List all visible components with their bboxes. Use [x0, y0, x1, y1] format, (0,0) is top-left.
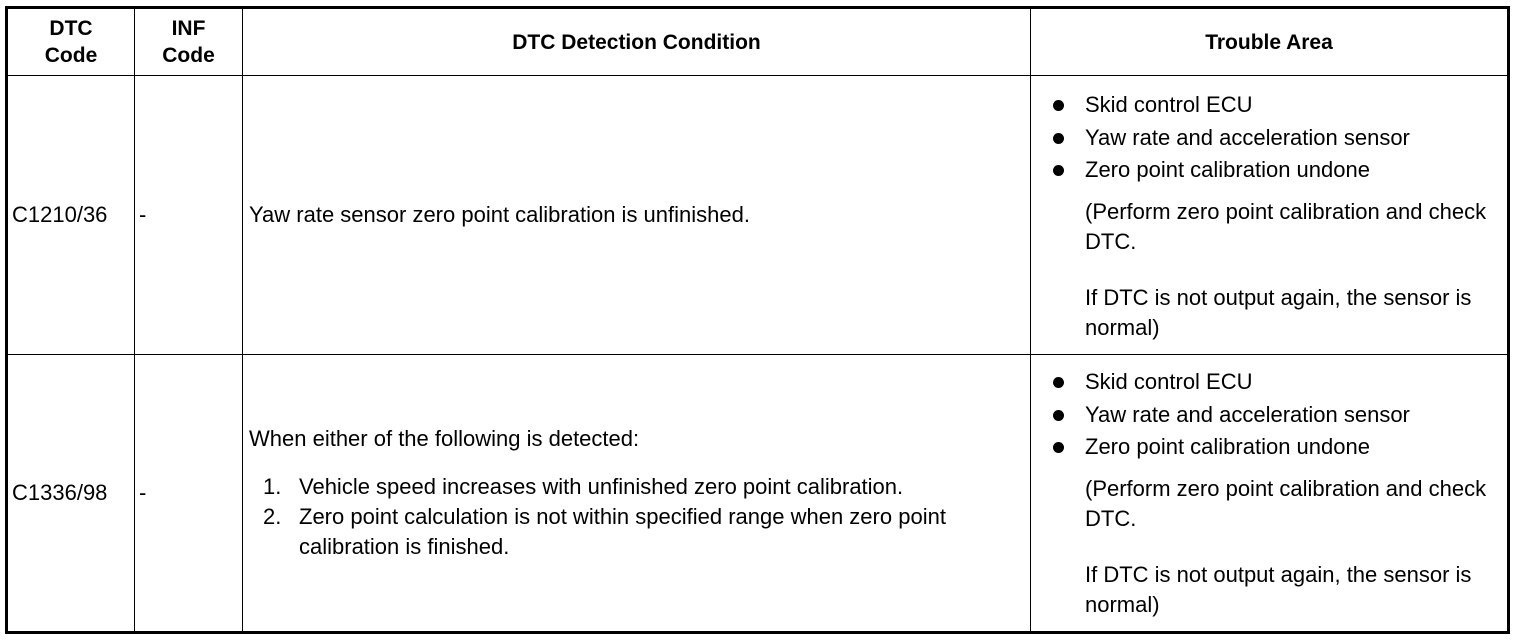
- trouble-item-text: Yaw rate and acceleration sensor: [1085, 401, 1410, 427]
- trouble-item-text: Zero point calibration undone: [1085, 434, 1370, 460]
- condition-list: [249, 472, 1024, 562]
- header-dtc-code: [7, 8, 135, 76]
- list-item: [1051, 431, 1503, 464]
- list-number: 2.: [263, 504, 282, 529]
- bullet-icon: [1053, 377, 1064, 388]
- header-row: [7, 8, 1509, 76]
- dtc-table: [5, 6, 1510, 634]
- trouble-item-text: Yaw rate and acceleration sensor: [1085, 124, 1410, 150]
- table-row: [7, 76, 1509, 355]
- list-item: [263, 502, 1024, 562]
- header-trouble-area-label: Trouble Area: [1205, 30, 1333, 54]
- list-number: 1.: [263, 474, 282, 499]
- condition-item-text: Vehicle speed increases with unfinished zero point calibration.: [299, 474, 904, 499]
- list-item: [263, 472, 1024, 502]
- inf-code: -: [139, 480, 147, 505]
- condition-text: Yaw rate sensor zero point calibration is unfinished.: [249, 202, 750, 227]
- dtc-code-cell: [7, 76, 135, 355]
- bullet-icon: [1053, 165, 1064, 176]
- trouble-area-cell: [1031, 355, 1509, 633]
- trouble-item-text: Skid control ECU: [1085, 369, 1253, 395]
- trouble-item-text: Zero point calibration undone: [1085, 157, 1370, 183]
- list-item: [1051, 366, 1503, 399]
- list-item: [1051, 399, 1503, 432]
- inf-code-cell: [135, 76, 243, 355]
- note-calibration: (Perform zero point calibration and check DTC.: [1085, 475, 1487, 531]
- list-item: [1051, 154, 1503, 187]
- dtc-code-cell: [7, 355, 135, 633]
- dtc-code: C1210/36: [12, 202, 108, 227]
- note-calibration: (Perform zero point calibration and check DTC.: [1085, 198, 1487, 254]
- trouble-area-note: [1051, 474, 1503, 620]
- bullet-icon: [1053, 410, 1064, 421]
- trouble-item-text: Skid control ECU: [1085, 92, 1253, 118]
- dtc-code: C1336/98: [12, 480, 108, 505]
- inf-code: -: [139, 202, 147, 227]
- condition-intro: When either of the following is detected:: [249, 426, 640, 451]
- bullet-icon: [1053, 442, 1064, 453]
- list-item: [1051, 89, 1503, 122]
- condition-item-text: Zero point calculation is not within specified range when zero point calibration is finished.: [299, 504, 946, 559]
- trouble-area-cell: [1031, 76, 1509, 355]
- bullet-icon: [1053, 100, 1064, 111]
- header-trouble-area: [1031, 8, 1509, 76]
- header-dtc-code-label: DTC Code: [44, 17, 98, 67]
- list-item: [1051, 122, 1503, 155]
- inf-code-cell: [135, 355, 243, 633]
- header-condition-label: DTC Detection Condition: [512, 30, 761, 54]
- note-sensor-normal: If DTC is not output again, the sensor is normal): [1085, 561, 1472, 617]
- table-row: [7, 355, 1509, 633]
- header-inf-code-label: INF Code: [162, 17, 215, 67]
- header-condition: [243, 8, 1031, 76]
- trouble-area-note: [1051, 197, 1503, 343]
- condition-cell: [243, 76, 1031, 355]
- header-inf-code: [135, 8, 243, 76]
- trouble-area-list: [1051, 89, 1503, 187]
- note-sensor-normal: If DTC is not output again, the sensor is normal): [1085, 284, 1472, 340]
- condition-cell: [243, 355, 1031, 633]
- bullet-icon: [1053, 133, 1064, 144]
- trouble-area-list: [1051, 366, 1503, 464]
